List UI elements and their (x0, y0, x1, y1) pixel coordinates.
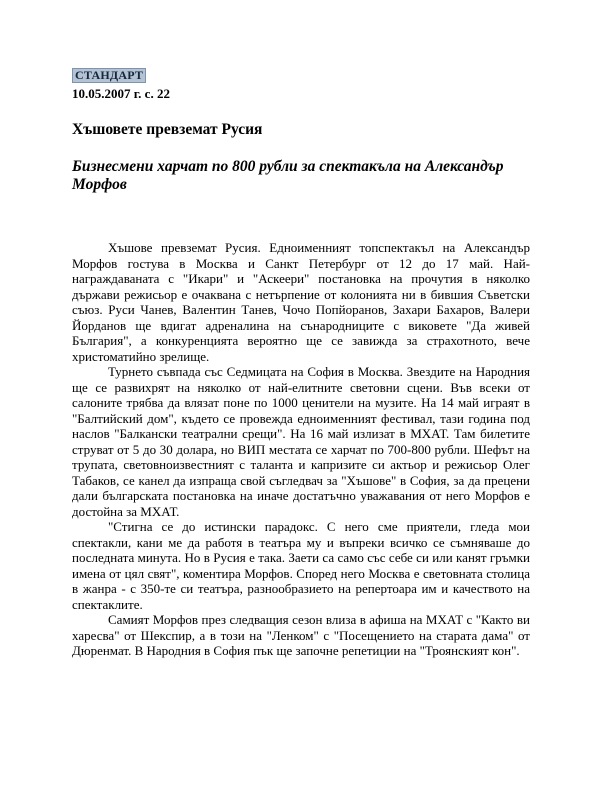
article-body (72, 240, 530, 659)
article-subtitle: Бизнесмени харчат по 800 рубли за спектакъла на Александър Морфов (72, 158, 504, 193)
newspaper-logo: СТАНДАРТ (72, 68, 146, 83)
article-paragraph-3: "Стигна се до истински парадокс. С него сме приятели, гледа мои спектакли, кани ме да работя в театъра му и въпреки всичко се съмняваше до последната минута. Но в Русия е така. Заети са само със себе си или канят гръмки имена от цял свят", коментира Морфов. Според него Москва е световната столица в жанра - с 350-те си театъра, разнообразието на репертоара им и качеството на спектаклите. (72, 519, 530, 612)
document-page (72, 66, 530, 659)
publication-date-page: 10.05.2007 г. с. 22 (72, 86, 170, 101)
article-paragraph-4: Самият Морфов през следващия сезон влиза в афиша на МХАТ с "Както ви харесва" от Шекспир, а в този на "Ленком" с "Посещението на старата дама" от Дюренмат. В Народния в София пък ще започне репетиции на "Троянският кон". (72, 612, 530, 658)
article-title: Хъшовете превземат Русия (72, 121, 263, 138)
article-paragraph-2: Турнето съвпада със Седмицата на София в Москва. Звездите на Народния ще се развихрят на няколко от най-елитните световни сцени. Във всеки от салоните трябва да влязат поне по 1000 ценители на музите. На 14 май играят в "Балтийский дом", където се провежда едноименният фестивал, тази година под наслов "Балкански театрални срещи". На 16 май излизат в МХАТ. Там билетите струват от 5 до 30 долара, но ВИП местата се харчат по 700-800 рубли. Шефът на трупата, световноизвестният с таланта и капризите си актьор и режисьор Олег Табаков, се канел да изпраща свой съгледвач за "Хъшове" в София, за да прецени дали българската постановка на иначе достатъчно уважавания от него Морфов е достойна за МХАТ. (72, 364, 530, 519)
article-paragraph-1: Хъшове превземат Русия. Едноименният топспектакъл на Александър Морфов гостува в Москва и Санкт Петербург от 12 до 17 май. Най-награждаваната с "Икари" и "Аскеери" постановка на прочутия в няколко държави режисьор е очаквана с нетърпение от колонията ни в бившия Съветски съюз. Руси Чанев, Валентин Танев, Чочо Попйоранов, Захари Бахаров, Валери Йорданов ще вдигат адреналина на сънародниците с виковете "Да живей България", а конкуренцията вероятно ще се завижда за страхотното, вече христоматийно зрелище. (72, 240, 530, 364)
